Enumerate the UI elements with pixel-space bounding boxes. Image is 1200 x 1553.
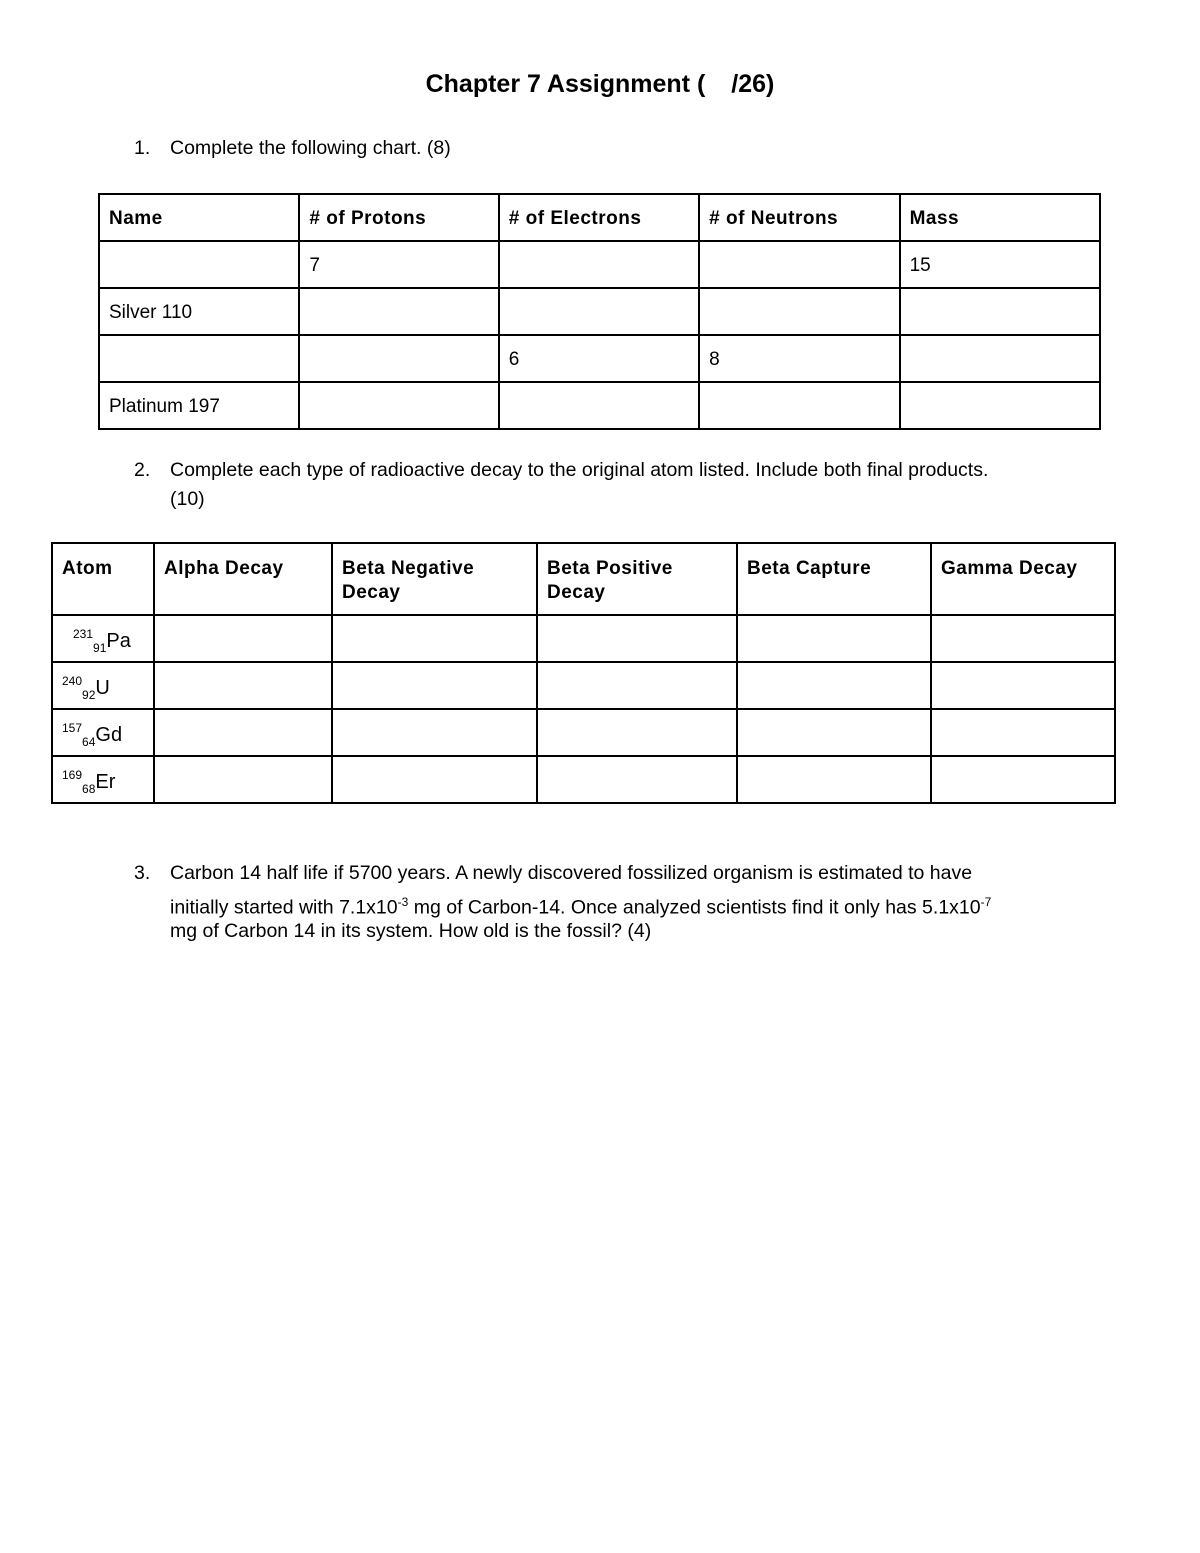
answer-cell[interactable]	[931, 756, 1115, 803]
table-cell[interactable]	[299, 335, 498, 382]
decay-table	[51, 542, 1116, 804]
table-header-row	[52, 543, 1115, 615]
header-cell: Mass	[900, 194, 1100, 241]
question-text: (10)	[170, 488, 205, 510]
atom-cell	[52, 709, 154, 756]
answer-cell[interactable]	[931, 615, 1115, 662]
question-text: initially started with $7.1x10^{-3}$ mg of Carbon-14. Once analyzed scientists find it only has $5.1x10^{-7}$	[170, 895, 992, 919]
table-cell[interactable]	[900, 335, 1100, 382]
answer-cell[interactable]	[537, 709, 737, 756]
table-row	[99, 335, 1100, 382]
table-cell[interactable]: 8	[699, 335, 899, 382]
table-cell[interactable]	[299, 382, 498, 429]
isotope-symbol: $^{169}_{68}$Er	[62, 768, 116, 796]
answer-cell[interactable]	[154, 756, 332, 803]
question-text: Complete each type of radioactive decay to the original atom listed. Include both final products.	[170, 459, 989, 481]
question-text: Carbon 14 half life if 5700 years. A newly discovered fossilized organism is estimated to have	[170, 862, 973, 884]
table-cell[interactable]: 15	[900, 241, 1100, 288]
question-text: Complete the following chart. (8)	[170, 137, 451, 159]
answer-cell[interactable]	[332, 756, 537, 803]
table-row	[52, 662, 1115, 709]
header-cell: Beta Positive Decay	[537, 543, 737, 615]
header-cell: # of Protons	[299, 194, 498, 241]
header-cell: Beta Capture	[737, 543, 931, 615]
answer-cell[interactable]	[332, 662, 537, 709]
atom-cell	[52, 756, 154, 803]
table-cell[interactable]	[699, 382, 899, 429]
answer-cell[interactable]	[737, 756, 931, 803]
answer-cell[interactable]	[737, 615, 931, 662]
answer-cell[interactable]	[931, 709, 1115, 756]
question-text: mg of Carbon 14 in its system. How old is the fossil? (4)	[170, 920, 652, 942]
header-cell: # of Neutrons	[699, 194, 899, 241]
answer-cell[interactable]	[154, 709, 332, 756]
question-number: 1.	[134, 137, 151, 159]
table-row	[99, 288, 1100, 335]
table-cell[interactable]	[900, 382, 1100, 429]
answer-cell[interactable]	[332, 709, 537, 756]
answer-cell[interactable]	[537, 756, 737, 803]
table-cell[interactable]	[499, 382, 699, 429]
header-cell: Name	[99, 194, 299, 241]
table-cell[interactable]	[99, 335, 299, 382]
table-cell[interactable]: Silver 110	[99, 288, 299, 335]
table-row	[52, 615, 1115, 662]
isotope-symbol: $^{240}_{92}$U	[62, 674, 110, 702]
answer-cell[interactable]	[737, 709, 931, 756]
header-cell: Gamma Decay	[931, 543, 1115, 615]
answer-cell[interactable]	[537, 662, 737, 709]
table-row	[52, 709, 1115, 756]
header-cell: Atom	[52, 543, 154, 615]
page-title: Chapter 7 Assignment ( /26)	[425, 70, 775, 98]
table-cell[interactable]	[900, 288, 1100, 335]
atom-cell	[52, 615, 154, 662]
header-cell: Alpha Decay	[154, 543, 332, 615]
answer-cell[interactable]	[537, 615, 737, 662]
table-cell[interactable]: 7	[299, 241, 498, 288]
table-cell[interactable]: 6	[499, 335, 699, 382]
table-cell[interactable]: Platinum 197	[99, 382, 299, 429]
table-cell[interactable]	[99, 241, 299, 288]
isotope-symbol: $^{231}_{91}$Pa	[73, 627, 131, 655]
table-row	[52, 756, 1115, 803]
table-cell[interactable]	[499, 241, 699, 288]
answer-cell[interactable]	[737, 662, 931, 709]
question-number: 2.	[134, 459, 151, 481]
table-cell[interactable]	[699, 288, 899, 335]
table-cell[interactable]	[499, 288, 699, 335]
table-cell[interactable]	[299, 288, 498, 335]
answer-cell[interactable]	[332, 615, 537, 662]
header-cell: # of Electrons	[499, 194, 699, 241]
table-row	[99, 382, 1100, 429]
table-header-row	[99, 194, 1100, 241]
table-cell[interactable]	[699, 241, 899, 288]
atom-chart-table	[98, 193, 1101, 430]
header-cell: Beta Negative Decay	[332, 543, 537, 615]
isotope-symbol: $^{157}_{64}$Gd	[62, 721, 123, 749]
answer-cell[interactable]	[154, 662, 332, 709]
answer-cell[interactable]	[931, 662, 1115, 709]
answer-cell[interactable]	[154, 615, 332, 662]
question-number: 3.	[134, 862, 151, 884]
table-row	[99, 241, 1100, 288]
atom-cell	[52, 662, 154, 709]
